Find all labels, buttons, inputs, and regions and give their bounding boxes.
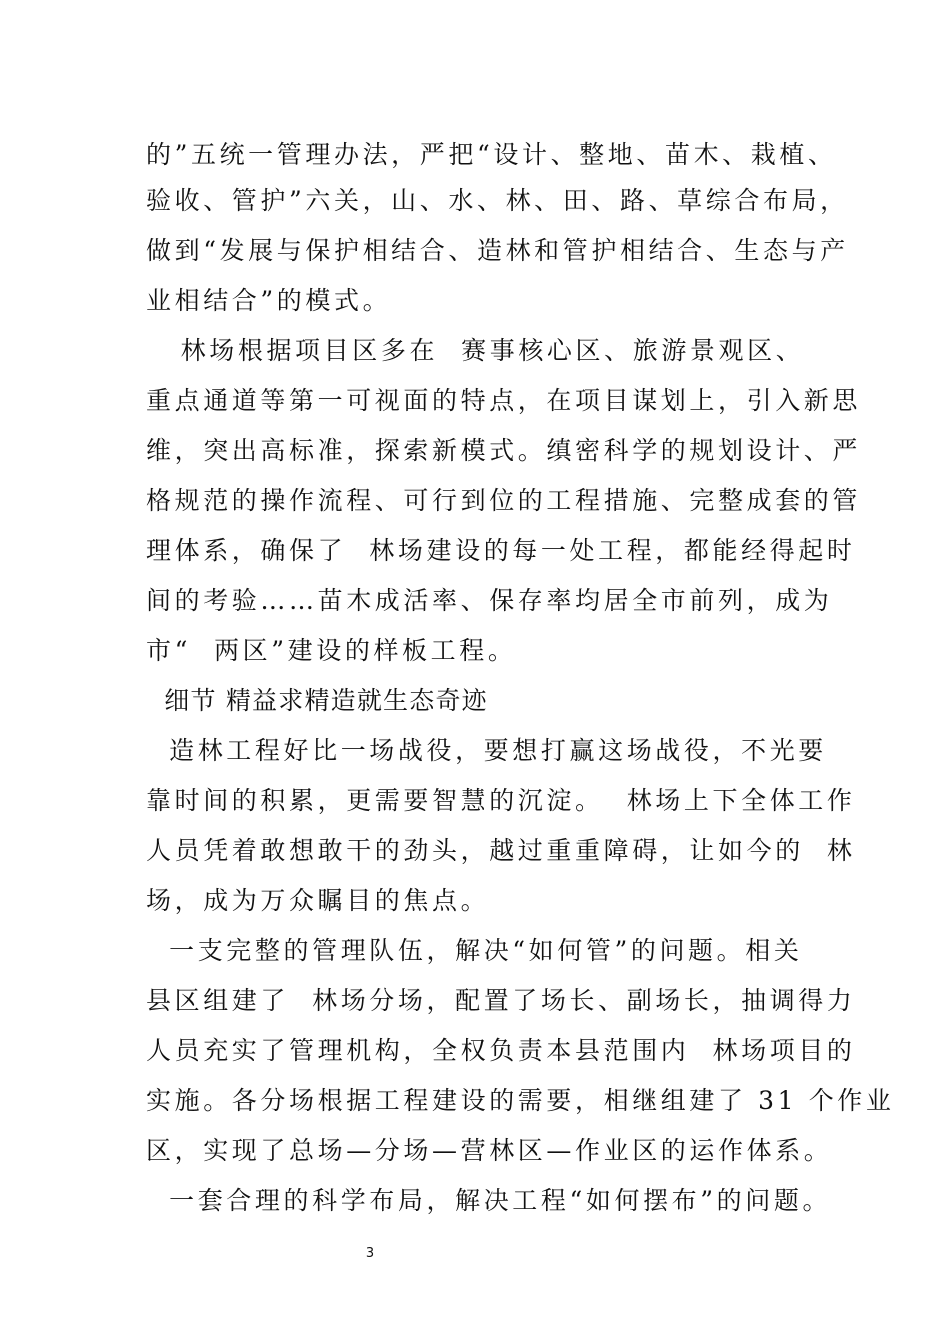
page-number: 3	[365, 1246, 375, 1261]
text-line: 区，实现了总场—分场—营林区—作业区的运作体系。	[146, 1136, 833, 1165]
text-line: 重点通道等第一可视面的特点，在项目谋划上，引入新思	[146, 386, 862, 415]
text-line: 县区组建了 林场分场，配置了场长、副场长，抽调得力	[146, 986, 856, 1015]
text-line: 靠时间的积累，更需要智慧的沉淀。 林场上下全体工作	[146, 786, 856, 815]
text-line: 验收、管护”六关，山、水、林、田、路、草综合布局，	[146, 186, 849, 215]
text-line: 格规范的操作流程、可行到位的工程措施、完整成套的管	[146, 486, 862, 515]
text-line: 实施。各分场根据工程建设的需要，相继组建了 31 个作业	[146, 1086, 895, 1115]
text-line: 业相结合”的模式。	[146, 286, 392, 315]
text-line: 场，成为万众瞩目的焦点。	[146, 886, 490, 915]
text-line: 市“ 两区”建设的样板工程。	[146, 636, 517, 665]
text-line: 一套合理的科学布局，解决工程“如何摆布”的问题。	[146, 1186, 832, 1215]
text-line: 间的考验……苗木成活率、保存率均居全市前列，成为	[146, 586, 833, 615]
text-line: 一支完整的管理队伍，解决“如何管”的问题。相关	[146, 936, 803, 965]
text-line: 人员凭着敢想敢干的劲头，越过重重障碍，让如今的 林	[146, 836, 856, 865]
text-line: 林场根据项目区多在 赛事核心区、旅游景观区、	[146, 336, 805, 365]
text-line: 做到“发展与保护相结合、造林和管护相结合、生态与产	[146, 236, 849, 265]
text-line: 维，突出高标准，探索新模式。缜密科学的规划设计、严	[146, 436, 862, 465]
text-line: 理体系，确保了 林场建设的每一处工程，都能经得起时	[146, 536, 856, 565]
text-line: 造林工程好比一场战役，要想打赢这场战役，不光要	[146, 736, 827, 765]
text-line: 的”五统一管理办法，严把“设计、整地、苗木、栽植、	[146, 140, 837, 169]
text-line: 人员充实了管理机构，全权负责本县范围内 林场项目的	[146, 1036, 856, 1065]
section-heading: 细节 精益求精造就生态奇迹	[146, 686, 488, 715]
